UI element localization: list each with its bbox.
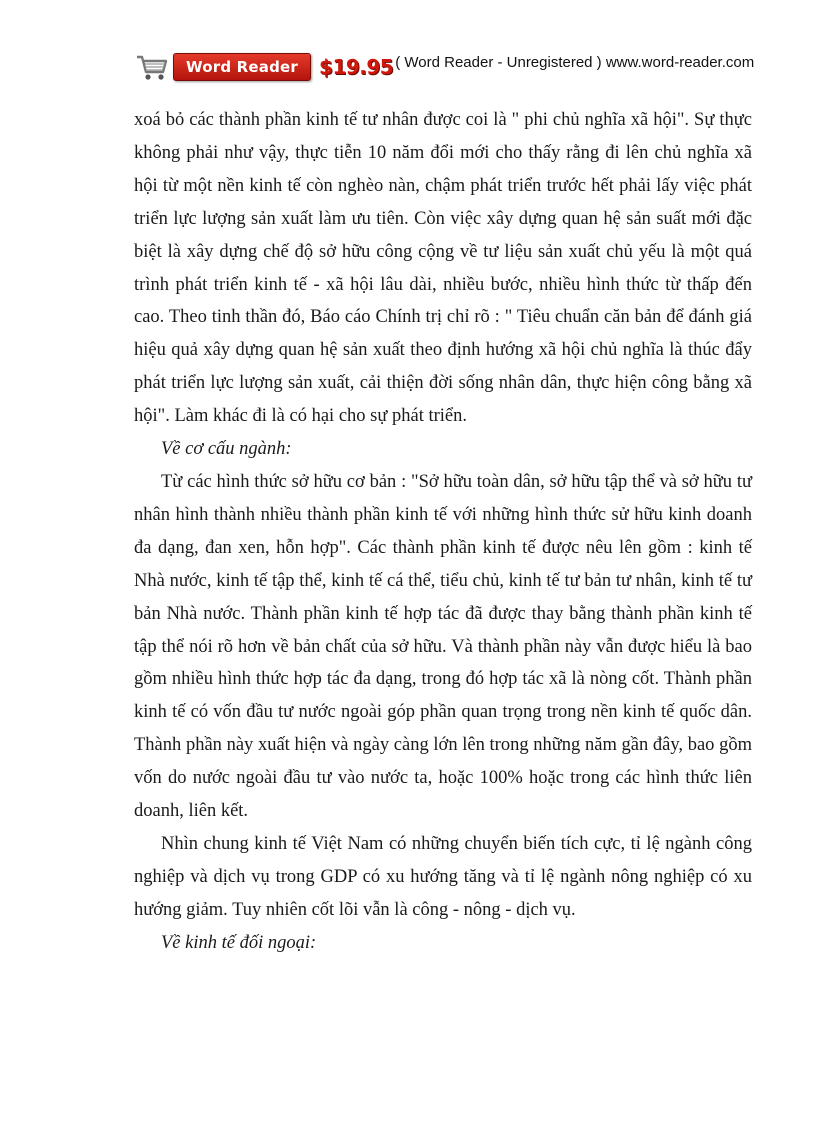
word-reader-banner[interactable] [135, 50, 754, 84]
shopping-cart-icon [135, 52, 169, 82]
section-heading-foreign-economy: Về kinh tế đối ngoại: [161, 932, 317, 953]
section-heading-industry-structure: Về cơ cấu ngành: [161, 439, 292, 460]
price-label[interactable]: $19.95 [319, 55, 394, 79]
paragraph-overall-economy: Nhìn chung kinh tế Việt Nam có những chuyển biến tích cực, tỉ lệ ngành công nghiệp và dịch vụ trong GDP có xu hướng tăng và tỉ lệ ngành nông nghiệp có xu hướng giảm. Tuy nhiên cốt lõi vẫn là công - nông - dịch vụ. [134, 833, 752, 920]
brand-badge[interactable]: Word Reader [173, 53, 311, 81]
unregistered-notice[interactable]: ( Word Reader - Unregistered ) www.word-reader.com [395, 53, 755, 71]
document-body [134, 104, 752, 960]
paragraph-ownership: xoá bỏ các thành phần kinh tế tư nhân được coi là " phi chủ nghĩa xã hội". Sự thực không phải như vậy, thực tiễn 10 năm đổi mới cho thấy rằng đi lên chủ nghĩa xã hội từ một nền kinh tế còn nghèo nàn, chậm phát triển trước hết phải lấy việc phát triển lực lượng sản xuất làm ưu tiên. Còn việc xây dựng quan hệ sản suất mới đặc biệt là xây dựng chế độ sở hữu công cộng về tư liệu sản xuất chủ yếu là một quá trình phát triển kinh tế - xã hội lâu dài, nhiều bước, nhiều hình thức từ thấp đến cao. Theo tinh thần đó, Báo cáo Chính trị chỉ rõ : " Tiêu chuẩn căn bản để đánh giá hiệu quả xây dựng quan hệ sản xuất theo định hướng xã hội chủ nghĩa là thúc đẩy phát triển lực lượng sản xuất, cải thiện đời sống nhân dân, thực hiện công bằng xã hội". Làm khác đi là có hại cho sự phát triển. [134, 110, 752, 427]
paragraph-economic-sectors: Từ các hình thức sở hữu cơ bản : "Sở hữu toàn dân, sở hữu tập thể và sở hữu tư nhân hình thành nhiều thành phần kinh tế với những hình thức sử hữu kinh doanh đa dạng, đan xen, hỗn hợp". Các thành phần kinh tế được nêu lên gồm : kinh tế Nhà nước, kinh tế tập thể, kinh tế cá thể, tiểu chủ, kinh tế tư bản tư nhân, kinh tế tư bản Nhà nước. Thành phần kinh tế hợp tác đã được thay bằng thành phần kinh tế tập thể nói rõ hơn về bản chất của sở hữu. Và thành phần này vẫn được hiểu là bao gồm nhiều hình thức hợp tác đa dạng, trong đó hợp tác xã là nòng cốt. Thành phần kinh tế có vốn đầu tư nước ngoài góp phần quan trọng trong nền kinh tế quốc dân. Thành phần này xuất hiện và ngày càng lớn lên trong những năm gần đây, bao gồm vốn do nước ngoài đầu tư vào nước ta, hoặc 100% hoặc trong các hình thức liên doanh, liên kết. [134, 471, 752, 822]
